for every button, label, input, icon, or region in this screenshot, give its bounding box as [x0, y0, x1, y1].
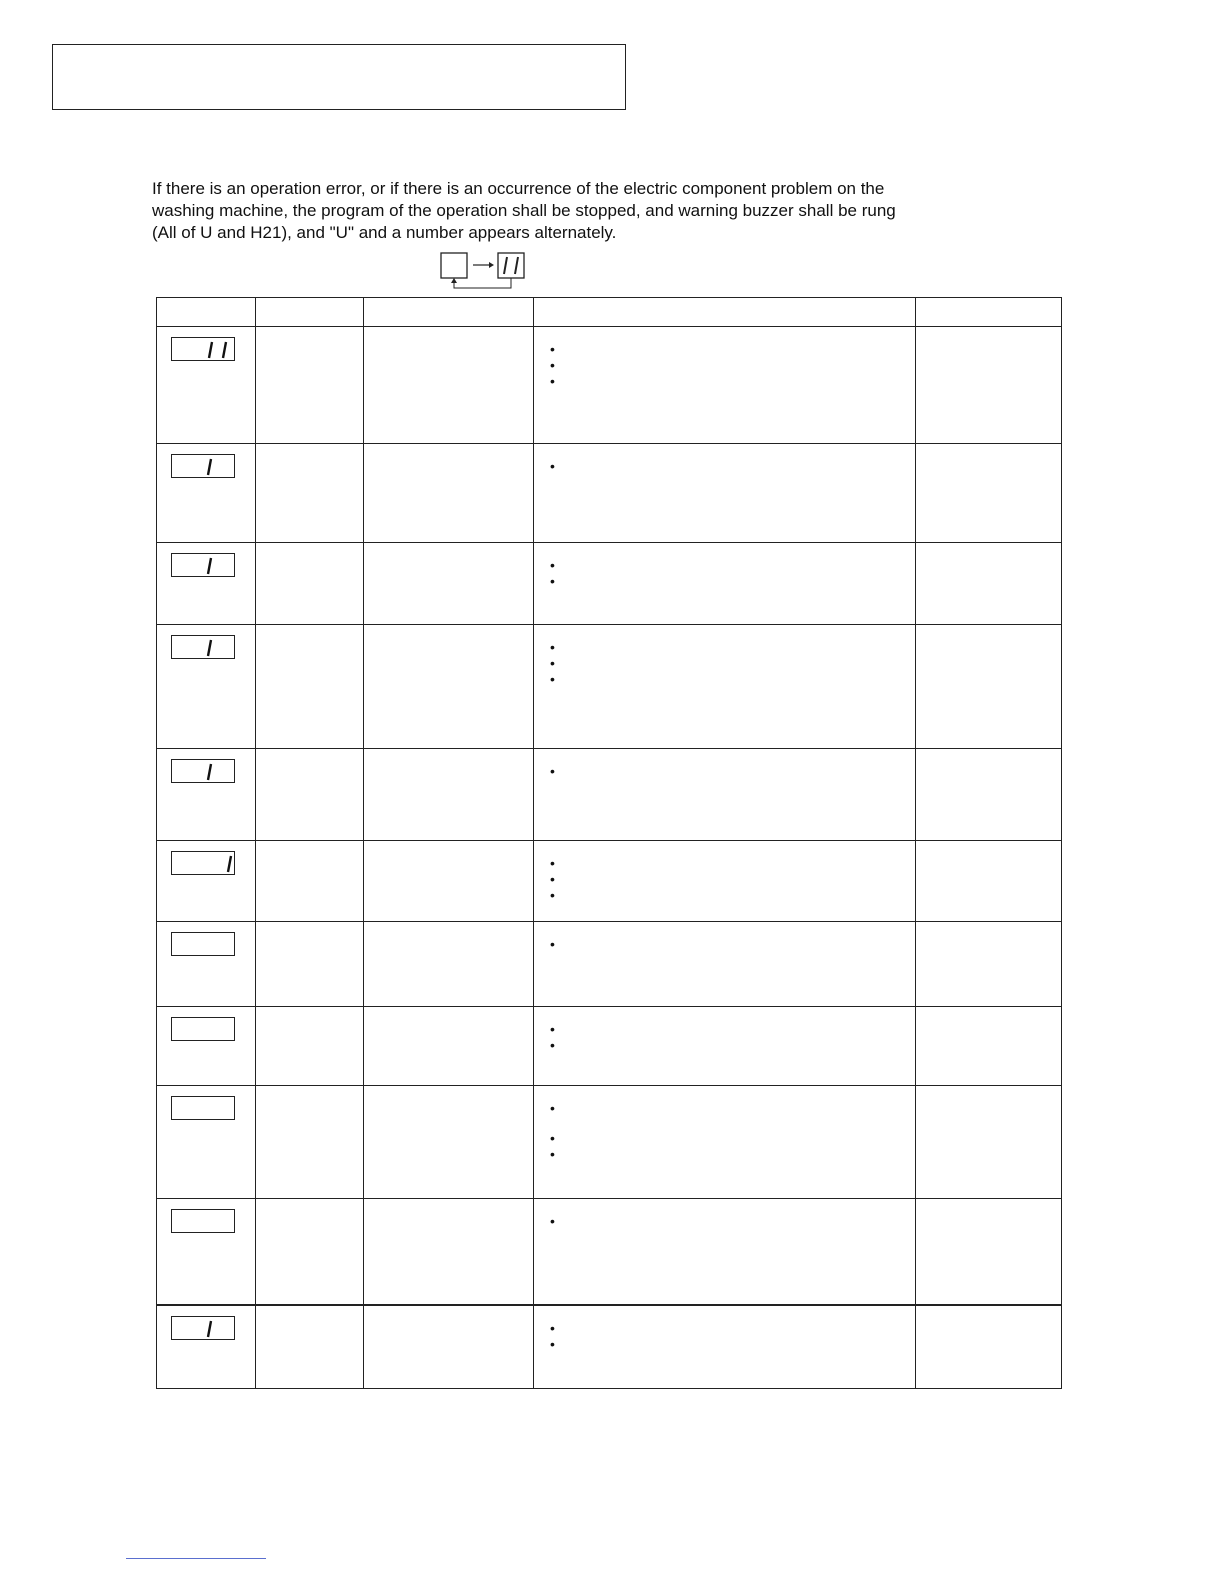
bullet-item: • [550, 341, 555, 357]
header-cell-3 [364, 298, 534, 327]
table-row [157, 1086, 1062, 1199]
table-cell [534, 444, 916, 543]
table-cell [534, 327, 916, 444]
table-cell [364, 749, 534, 841]
seven-segment-digits [172, 455, 236, 479]
footer-rule [126, 1558, 266, 1559]
error-code-display [171, 932, 235, 956]
table-cell [534, 1007, 916, 1086]
table-cell [534, 1086, 916, 1199]
table-row [157, 543, 1062, 625]
bullet-list [534, 1086, 915, 1162]
table-cell [364, 625, 534, 749]
bullet-item: • [550, 639, 555, 655]
bullet-item: • [550, 655, 555, 671]
table-cell [256, 444, 364, 543]
bullet-list [534, 444, 915, 474]
table-row [157, 1199, 1062, 1305]
seven-segment-digits [172, 1018, 236, 1042]
table-cell [157, 841, 256, 922]
bullet-item: • [550, 573, 555, 589]
error-code-display [171, 1209, 235, 1233]
error-code-display [171, 635, 235, 659]
table-cell [157, 1305, 256, 1389]
error-code-display [171, 759, 235, 783]
seven-segment-digits [172, 338, 236, 362]
table-cell [916, 1305, 1062, 1389]
digit-segment [228, 856, 231, 872]
bullet-list [534, 327, 915, 389]
bullet-item: • [550, 1021, 555, 1037]
error-code-display [171, 1096, 235, 1120]
bullet-item: • [550, 373, 555, 389]
table-cell [256, 543, 364, 625]
table-cell [534, 1305, 916, 1389]
bullet-item: • [550, 871, 555, 887]
bullet-item: • [550, 1100, 555, 1116]
digit-segment [223, 342, 226, 358]
bullet-item: • [550, 936, 555, 952]
table-cell [364, 1199, 534, 1305]
table-cell [157, 1086, 256, 1199]
table-row [157, 922, 1062, 1007]
error-code-table [156, 297, 1062, 1389]
loop-back-arrowhead [451, 278, 457, 283]
bullet-item: • [550, 357, 555, 373]
table-cell [916, 841, 1062, 922]
table-body [157, 327, 1062, 1389]
seven-segment-digits [172, 636, 236, 660]
header-cell-2 [256, 298, 364, 327]
table-cell [256, 1199, 364, 1305]
table-cell [534, 841, 916, 922]
table-cell [157, 625, 256, 749]
digit-segment [208, 1321, 211, 1337]
bullet-list [534, 543, 915, 589]
table-cell [157, 327, 256, 444]
table-cell [157, 444, 256, 543]
table-cell [916, 625, 1062, 749]
table-row [157, 1007, 1062, 1086]
seven-segment-digits [172, 852, 236, 876]
table-cell [364, 444, 534, 543]
header-cell-4 [534, 298, 916, 327]
seven-segment-digits [172, 1210, 236, 1234]
bullet-list [534, 1199, 915, 1229]
bullet-item: • [550, 1037, 555, 1053]
table-cell [916, 922, 1062, 1007]
table-cell [916, 1086, 1062, 1199]
bullet-item: • [550, 763, 555, 779]
bullet-list [534, 922, 915, 952]
table-cell [364, 1007, 534, 1086]
bullet-list [534, 841, 915, 903]
table-cell [256, 1007, 364, 1086]
table-cell [364, 1086, 534, 1199]
table-cell [534, 625, 916, 749]
table-cell [157, 749, 256, 841]
table-cell [256, 1086, 364, 1199]
bullet-list [534, 625, 915, 687]
table-row [157, 327, 1062, 444]
digit-segment [208, 640, 211, 656]
seven-segment-digits [172, 933, 236, 957]
table-cell [157, 543, 256, 625]
bullet-item: • [550, 1335, 555, 1352]
bullet-item: • [550, 1146, 555, 1162]
error-code-display [171, 553, 235, 577]
intro-line-2: washing machine, the program of the operation shall be stopped, and warning buzzer shall be rung [152, 201, 896, 220]
bullet-item: • [550, 1213, 555, 1229]
table-cell [256, 1305, 364, 1389]
digit-segment [208, 459, 211, 475]
intro-line-3: (All of U and H21), and "U" and a number appears alternately. [152, 223, 617, 242]
bullet-item: • [550, 671, 555, 687]
table-cell [916, 749, 1062, 841]
table-cell [256, 327, 364, 444]
bullet-item: • [550, 1130, 555, 1146]
table-row [157, 749, 1062, 841]
table-header-row [157, 298, 1062, 327]
table-cell [364, 1305, 534, 1389]
error-code-display [171, 1017, 235, 1041]
table-row [157, 444, 1062, 543]
display-box-number [498, 253, 524, 278]
table-cell [534, 749, 916, 841]
bullet-list [534, 1306, 915, 1352]
table-cell [534, 922, 916, 1007]
table-cell [157, 1007, 256, 1086]
table-cell [364, 543, 534, 625]
intro-paragraph [152, 178, 1052, 244]
digit-segment [209, 342, 212, 358]
bullet-item: • [550, 458, 555, 474]
bullet-item: • [550, 855, 555, 871]
table-cell [364, 841, 534, 922]
table-cell [916, 444, 1062, 543]
table-cell [916, 1199, 1062, 1305]
table-row [157, 625, 1062, 749]
table-cell [157, 1199, 256, 1305]
bullet-item: • [550, 887, 555, 903]
error-code-display [171, 1316, 235, 1340]
table-cell [256, 922, 364, 1007]
segment-2 [515, 257, 518, 274]
header-cell-display [157, 298, 256, 327]
digit-segment [208, 764, 211, 780]
segment-1 [504, 257, 507, 274]
alternating-display-diagram [440, 252, 530, 292]
table-cell [916, 543, 1062, 625]
table-cell [534, 1199, 916, 1305]
seven-segment-digits [172, 1097, 236, 1121]
table-cell [364, 327, 534, 444]
bullet-list [534, 749, 915, 779]
intro-line-1: If there is an operation error, or if there is an occurrence of the electric component problem on the [152, 179, 885, 198]
bullet-item: • [550, 557, 555, 573]
error-code-display [171, 454, 235, 478]
header-cell-5 [916, 298, 1062, 327]
table-cell [256, 841, 364, 922]
error-code-display [171, 337, 235, 361]
table-cell [256, 625, 364, 749]
bullet-item: • [550, 1319, 555, 1336]
error-code-display [171, 851, 235, 875]
seven-segment-digits [172, 554, 236, 578]
table-row [157, 1305, 1062, 1389]
seven-segment-digits [172, 1317, 236, 1341]
table-cell [916, 327, 1062, 444]
table-cell [534, 543, 916, 625]
table-cell [157, 922, 256, 1007]
digit-segment [208, 558, 211, 574]
table-cell [364, 922, 534, 1007]
bullet-list [534, 1007, 915, 1053]
table-row [157, 841, 1062, 922]
page-title-box [52, 44, 626, 110]
seven-segment-digits [172, 760, 236, 784]
table-cell [916, 1007, 1062, 1086]
table-cell [256, 749, 364, 841]
display-box-u [441, 253, 467, 278]
loop-back-line [454, 278, 511, 288]
arrow-right-head [489, 262, 494, 268]
